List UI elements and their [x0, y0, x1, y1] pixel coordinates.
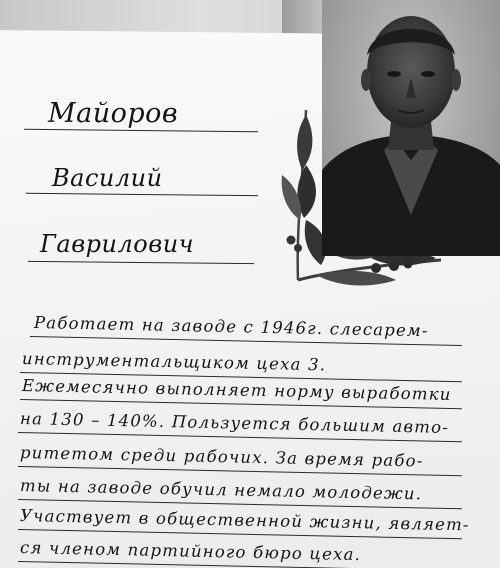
- surname-text: Майоров: [48, 98, 179, 129]
- bio-line: на 130 – 140%. Пользуется большим авто-: [19, 409, 450, 437]
- bio-line: ся членом партийного бюро цеха.: [19, 538, 362, 565]
- bio-line: ты на заводе обучил немало молодежи.: [19, 476, 423, 504]
- first-name-text: Василий: [52, 164, 163, 192]
- bio-line: Участвует в общественной жизни, являет-: [19, 506, 470, 535]
- bio-line: инструментальщиком цеха 3.: [21, 349, 327, 375]
- patronymic-text: Гаврилович: [40, 230, 195, 258]
- portrait-photo: [322, 0, 500, 256]
- bio-line: Ежемесячно выполняет норму выработки: [21, 376, 452, 404]
- bio-line: ритетом среди рабочих. За время рабо-: [19, 443, 424, 471]
- bio-line: Работает на заводе с 1946г. слесарем-: [33, 313, 429, 341]
